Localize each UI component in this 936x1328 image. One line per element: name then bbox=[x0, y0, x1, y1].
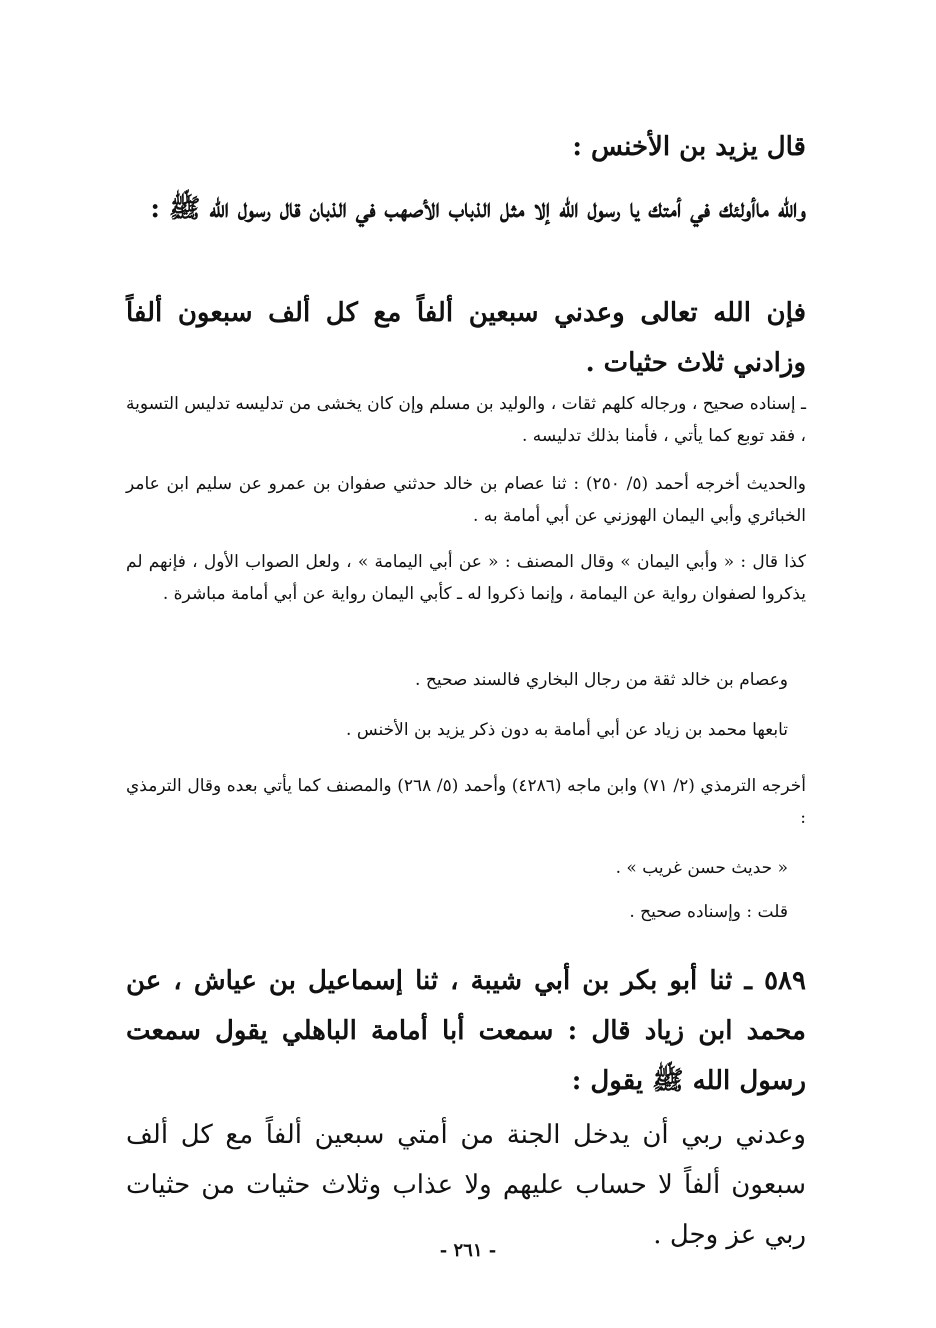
note-paragraph-3: كذا قال : « وأبي اليمان » وقال المصنف : « عن أبي اليمامة » ، ولعل الصواب الأول ، فإنهم لم يذكروا لصفوان رواية عن اليمامة ، وإنما ذكروا له ـ كأبي اليمان رواية عن أبي أمامة مباشرة . bbox=[126, 552, 806, 604]
hadith-matn: وعدني ربي أن يدخل الجنة من أمتي سبعين ألفاً مع كل ألف سبعون ألفاً لا حساب عليهم ولا عذاب وثلاث حثيات من حثيات ربي عز وجل . bbox=[126, 1120, 806, 1250]
note-paragraph-6: أخرجه الترمذي (٢/ ٧١) وابن ماجه (٤٢٨٦) وأحمد (٥/ ٢٦٨) والمصنف كما يأتي بعده وقال الترمذي : bbox=[126, 776, 806, 828]
main-paragraph-2: فإن الله تعالى وعدني سبعين ألفاً مع كل ألف سبعون ألفاً وزادني ثلاث حثيات . bbox=[126, 298, 806, 378]
main-paragraph-1: والله ماأولئك في أمتك يا رسول الله إلا مثل الذباب الأصهب في الذبان قال رسول الله ﷺ : bbox=[150, 194, 806, 224]
note-paragraph-2: والحديث أخرجه أحمد (٥/ ٢٥٠) : ثنا عصام بن خالد حدثني صفوان بن عمرو عن سليم ابن عامر الخبائري وأبي اليمان الهوزني عن أبي أمامة به . bbox=[126, 474, 807, 526]
hadith-isnad: ٥٨٩ ـ ثنا أبو بكر بن أبي شيبة ، ثنا إسماعيل بن عياش ، عن محمد ابن زياد قال : سمعت أبا أمامة الباهلي يقول سمعت رسول الله ﷺ يقول : bbox=[126, 966, 806, 1096]
note-paragraph-5: تابعها محمد بن زياد عن أبي أمامة به دون ذكر يزيد بن الأخنس . bbox=[346, 720, 788, 740]
note-paragraph-4: وعصام بن خالد ثقة من رجال البخاري فالسند صحيح . bbox=[415, 670, 788, 690]
page-number: - ٢٦١ - bbox=[439, 1240, 497, 1261]
note-paragraph-7: « حديث حسن غريب » . bbox=[615, 858, 788, 878]
note-paragraph-8: قلت : وإسناده صحيح . bbox=[629, 902, 788, 922]
speaker-line: قال يزيد بن الأخنس : bbox=[572, 132, 806, 162]
note-paragraph-1: ـ إسناده صحيح ، ورجاله كلهم ثقات ، والوليد بن مسلم وإن كان يخشى من تدليسه تدليس التسوية ، فقد توبع كما يأتي ، فأمنا بذلك تدليسه . bbox=[126, 394, 806, 446]
